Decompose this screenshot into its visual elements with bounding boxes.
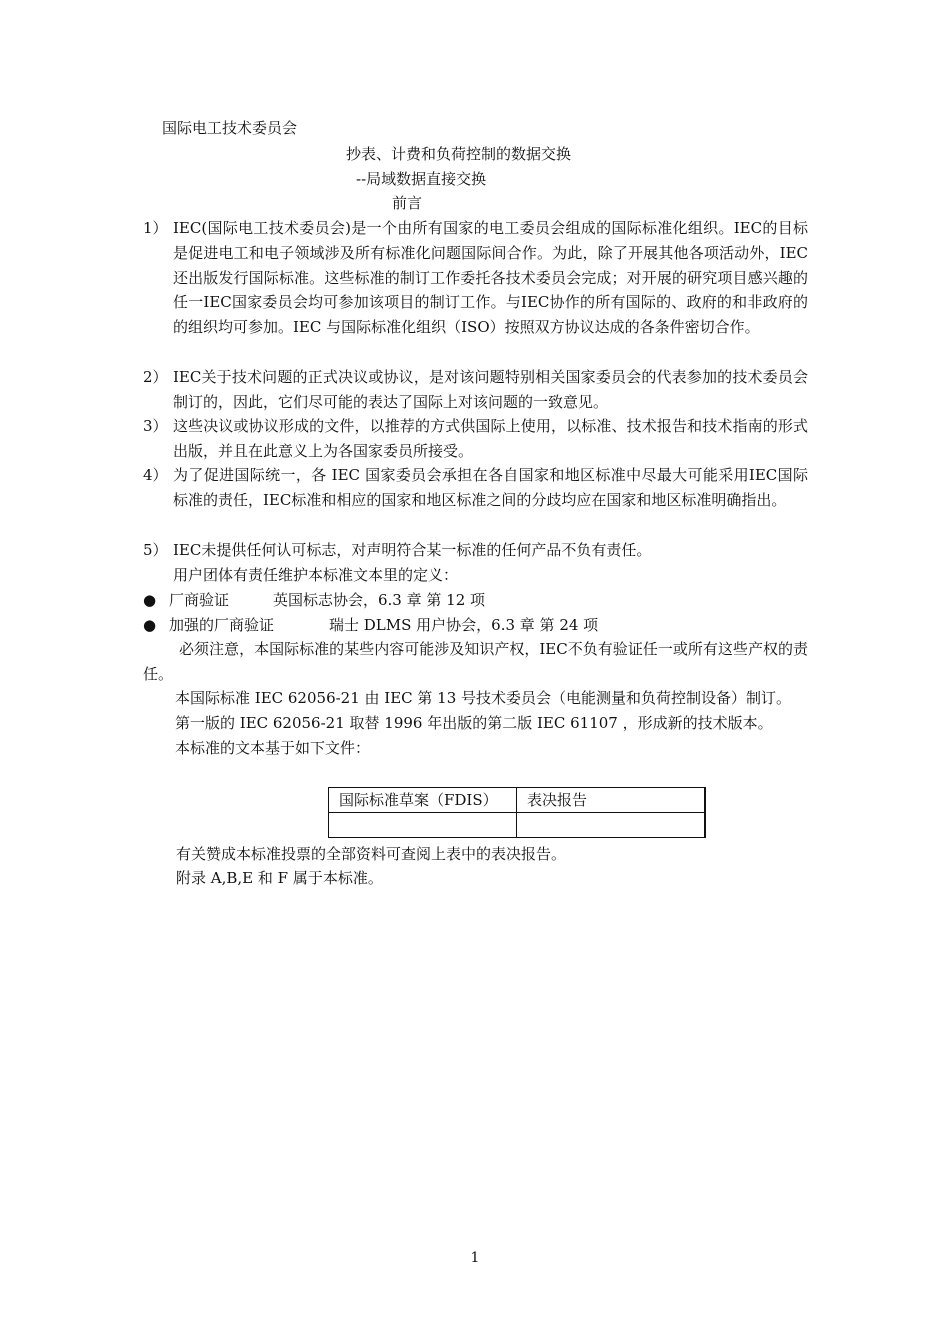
bullet-icon: ● [143,616,157,634]
item-number: 3） [143,417,168,435]
numbered-item [143,414,808,464]
table-header-row [329,788,706,813]
voting-info-text: 有关赞成本标准投票的全部资料可查阅上表中的表决报告。 [176,845,567,863]
document-subtitle: --局域数据直接交换 [356,170,487,188]
definitions-intro: 用户团体有责任维护本标准文本里的定义： [173,566,459,584]
item-number: 5） [143,541,168,559]
bullet-detail: 瑞士 DLMS 用户协会，6.3 章 第 24 项 [329,616,599,634]
item-text: 为了促进国际统一，各 IEC 国家委员会承担在各自国家和地区标准中尽最大可能采用IEC国际标准的责任，IEC标准和相应的国家和地区标准之间的分歧均应在国家和地区标准明确指出。 [173,466,808,509]
bullet-detail: 英国标志协会，6.3 章 第 12 项 [273,591,486,609]
item-number: 2） [143,368,168,386]
ip-note: 必须注意，本国际标准的某些内容可能涉及知识产权，IEC不负有验证任一或所有这些产权的责任。 [143,640,808,683]
item-text: IEC(国际电工技术委员会)是一个由所有国家的电工委员会组成的国际标准化组织。IEC的目标是促进电工和电子领域涉及所有标准化问题国际间合作。为此，除了开展其他各项活动外，IEC还出版发行国际标准。这些标准的制订工作委托各技术委员会完成；对开展的研究项目感兴趣的任一IEC国家委员会均可参加该项目的制订工作。与IEC协作的所有国际的、政府的和非政府的的组织均可参加。IEC 与国际标准化组织（ISO）按照双方协议达成的各条件密切合作。 [173,219,808,337]
item-number: 1） [143,219,168,237]
table-header-fdis: 国际标准草案（FDIS） [329,788,517,813]
table-header-voting-report: 表决报告 [517,788,706,813]
bullet-item [143,613,598,637]
numbered-item [143,538,808,563]
table-row [329,813,706,838]
annex-info-text: 附录 A,B,E 和 F 属于本标准。 [176,869,383,887]
bullet-item [143,588,485,612]
table-cell [329,813,517,838]
numbered-item [143,365,808,415]
voting-documents-table [328,787,706,838]
item-text: IEC未提供任何认可标志，对声明符合某一标准的任何产品不负有责任。 [173,541,652,559]
numbered-item [143,216,808,340]
table-cell [517,813,706,838]
item-number: 4） [143,466,168,484]
replaces-text: 第一版的 IEC 62056-21 取替 1996 年出版的第二版 IEC 61107 ，形成新的技术版本。 [175,714,773,732]
numbered-item [143,463,808,513]
item-text: 这些决议或协议形成的文件，以推荐的方式供国际上使用，以标准、技术报告和技术指南的形式出版，并且在此意义上为各国家委员所接受。 [173,417,808,460]
prepared-by-text: 本国际标准 IEC 62056-21 由 IEC 第 13 号技术委员会（电能测量和负荷控制设备）制订。 [175,689,792,707]
bullet-term: 加强的厂商验证 [169,616,275,634]
section-heading: 前言 [392,194,423,212]
document-title: 抄表、计费和负荷控制的数据交换 [346,145,572,163]
bullet-term: 厂商验证 [169,591,230,609]
bullet-icon: ● [143,591,157,609]
page-number: 1 [470,1250,480,1266]
based-on-text: 本标准的文本基于如下文件： [175,739,371,757]
organization-name: 国际电工技术委员会 [162,119,298,137]
item-text: IEC关于技术问题的正式决议或协议，是对该问题特别相关国家委员会的代表参加的技术委员会制订的，因此，它们尽可能的表达了国际上对该问题的一致意见。 [173,368,808,411]
